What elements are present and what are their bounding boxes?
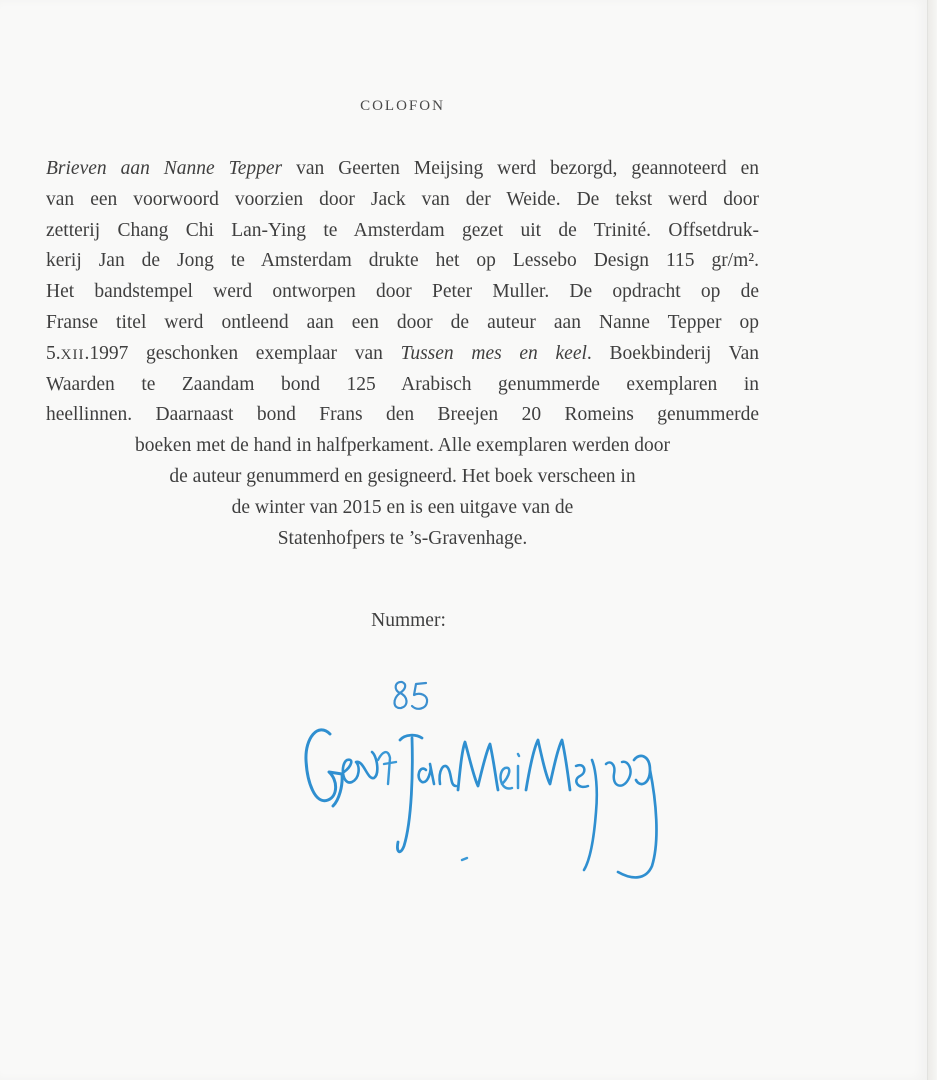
- text-segment: heellinnen. Daarnaast bond Frans den Breejen 20 Romeins genummerde: [46, 404, 759, 426]
- text-segment: zetterij Chang Chi Lan-Ying te Amsterdam gezet uit de Trinité. Offsetdruk-: [46, 219, 759, 241]
- colofon-paragraph: [46, 154, 759, 554]
- text-segment: van een voorwoord voorzien door Jack van der Weide. De tekst werd door: [46, 188, 759, 210]
- text-segment: Statenhofpers te ’s-Gravenhage.: [277, 527, 528, 549]
- colofon-line: [46, 339, 759, 370]
- text-segment: .1997 geschonken exemplaar van: [84, 342, 401, 364]
- colofon-line: [46, 462, 759, 493]
- text-segment: de auteur genummerd en gesigneerd. Het boek verscheen in: [169, 465, 636, 487]
- text-segment: boeken met de hand in halfperkament. Alle exemplaren werden door: [135, 435, 670, 457]
- italic-title: Brieven aan Nanne Tepper: [46, 158, 283, 179]
- nummer-label: Nummer:: [371, 610, 446, 631]
- text-segment: Franse titel werd ontleend aan een door de auteur aan Nanne Tepper op: [46, 311, 759, 333]
- colofon-line: [46, 431, 759, 462]
- text-segment: XII: [60, 346, 85, 363]
- colofon-line: [46, 493, 759, 524]
- colofon-line: [46, 216, 759, 247]
- text-segment: . Boekbinderij Van: [586, 342, 759, 364]
- text-segment: Waarden te Zaandam bond 125 Arabisch genummerde exemplaren in: [46, 373, 759, 395]
- text-segment: de winter van 2015 en is een uitgave van de: [231, 496, 574, 518]
- italic-title: Tussen mes en keel: [400, 342, 587, 364]
- colofon-line: [46, 400, 759, 431]
- text-segment: 5.: [46, 342, 61, 364]
- colofon-line: [46, 277, 759, 308]
- text-segment: kerij Jan de Jong te Amsterdam drukte het op Lessebo Design 115 gr/m².: [46, 250, 759, 272]
- colofon-line: [46, 246, 759, 277]
- colofon-line: [46, 185, 759, 216]
- colofon-line: [46, 154, 759, 185]
- colofon-line: [46, 370, 759, 401]
- colofon-line: [46, 524, 759, 555]
- colofon-line: [46, 308, 759, 339]
- text-segment: van Geerten Meijsing werd bezorgd, geannoteerd en: [282, 158, 760, 179]
- page-edge: [928, 0, 937, 1080]
- text-segment: Het bandstempel werd ontworpen door Peter Muller. De opdracht op de: [46, 281, 759, 303]
- colofon-heading: COLOFON: [360, 98, 445, 114]
